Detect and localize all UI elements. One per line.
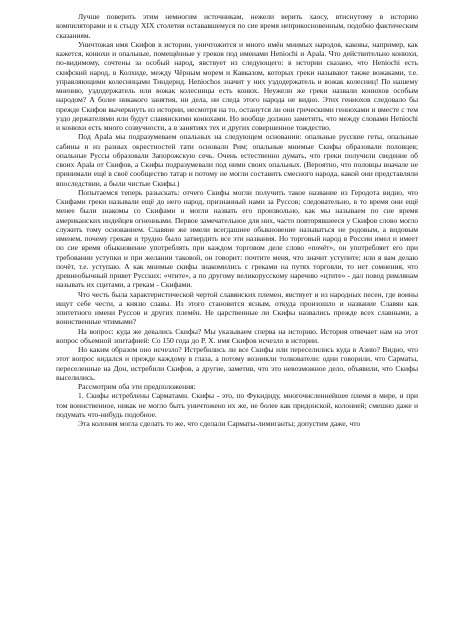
paragraph-5: Что честь была характеристической чертой славянских племен, явствует и из народных песен, где воины ищут себе чести, а князю славы. Из этого становится ясным, откуда произошло и название Славян как эпитетного имени Руссов и других племён. Не царственные ли Скифы назвались прежде всех славными, а воинственные чтимыми? bbox=[56, 289, 418, 327]
paragraph-8: Рассмотрим оба эти предположения: bbox=[78, 382, 196, 391]
paragraph-3: Под Apala мы подразумеваем опальных на следующем основании: опальные русские геты, опальные сабины и из разных окрестностей тати основали Рим; опальные мнимые Скифы образовали половцев; опальные Руссы образовали Запорожскую сечь. Очень естественно думать, что греки получили сведение об своих Apala от Скифов, а Скифы подразумевали под ними своих опальных. (Вероятно, что половцы вначале не принимали ещё в своё сообщество татар и потому не могли составить смесного народа, какой они представляли впоследствии, а были чистые Скифы.) bbox=[56, 132, 418, 188]
paragraph-6: На вопрос: куда же девались Скифы? Мы указываем сперва на историю. История отвечает нам на этот вопрос объемной эпитафией: Со 150 года до Р. Х. имя Скифов исчезло в истории. bbox=[56, 326, 418, 345]
paragraph-9: 1. Скифы истреблены Сарматами. Скифы - это, по Фукидиду, многочисленнейшее племя в мире, и при том воинственное, никак не могло быть уничтожено их же, не более как придонской, колонией; смешно даже и подумать что-нибудь подобное. bbox=[56, 391, 418, 419]
paragraph-4: Попытаемся теперь разыскать: отчего Скифы могли получить такое название из Геродота видно, что Скифами греки называли ещё до него народ, признанный нами за Руссов; следовательно, в то время они ещё менее были знакомы со Скифами и могли назвать его произвольно, как мы называем по сие время американских индейцев огненными. Первое замечательное для них, часто повторявшееся у Скифов слово могло служить тому основанием. Славяне же имели всегдашнее обыкновение называться не родовым, а видовым именем, почему грекам и трудно было затвердить все эти названия. Но торговый народ в России имел и имеет по сие время обыкновение употреблять при каждом торговом деле слово «почёт», он употребляет его при требовании уступки и при желании таковой, он говорит: почтите меня, что значит уступите; или я вам делаю почёт, т.е. уступаю. А как мнимые скифы знакомились с греками на путях торговли, то нет сомнения, что древнеобычный привет Русских: «чтите», а по другому великорусскому наречию «цтите» - дал повод римлянам называть их сцитами, а грекам - Скифами. bbox=[56, 187, 418, 290]
paragraph-10: Эта колония могла сделать то же, что сделали Сарматы-лимиганты; допустим даже, что bbox=[78, 419, 361, 428]
text-column bbox=[56, 12, 418, 428]
paragraph-2: Уничтожая имя Скифов в истории, уничтожится и много имён мнимых народов, каковы, например, как кажется, конюхи и опальные, помещённые у греков под именами Heniochi и Apala. Что действительно конюхи, по-видимому, сочтены за особый народ, явствует из следующего: в истории сказано, что Heniochi есть скифский народ, в Колхиде, между Чёрным морем и Кавказом, которых греки называют также вожаками, т.е. управляющими колесницами Тиндерид. Heniochos значит у них уздодержатель и вожак колесниц! По нашему мнению, уздодержатель или вожак колесницы есть конюх. Неужели же греки назвали конюхов особым народом? А более никакого занятия, ни дела, ни следа этого народа не видно. Этих гениохов следовало бы прежде Скифов вычеркнуть из истории, несмотря на то, останутся ли они греческими геннохами и вместе с тем уздо держателями или будут славянскими конюхами. Но вообще должно заметить, что между словами Heniochi и конюхи есть много созвучности, а в занятиях тех и других совершенное тождество. bbox=[56, 39, 418, 132]
paragraph-7: Но каким образом оно исчезло? Истребились ли все Скифы или переселились куда в Азию? Видно, что этот вопрос кидался и прежде каждому в глаза, а потому возникли толкователи: одни говорили, что Сарматы, переселенные на Дон, истребили Скифов, а другие, заметив, что это невозможное дело, объявили, что Скифы выселились. bbox=[56, 345, 418, 382]
paragraph-1: Лучше поверить этим немногим источникам, нежели верить хаосу, втиснутому в историю компиляторами и к стыду XIX столетия остававшемуся по сие время неприкосновенным, подобно фактическим сказаниям. bbox=[56, 12, 418, 40]
